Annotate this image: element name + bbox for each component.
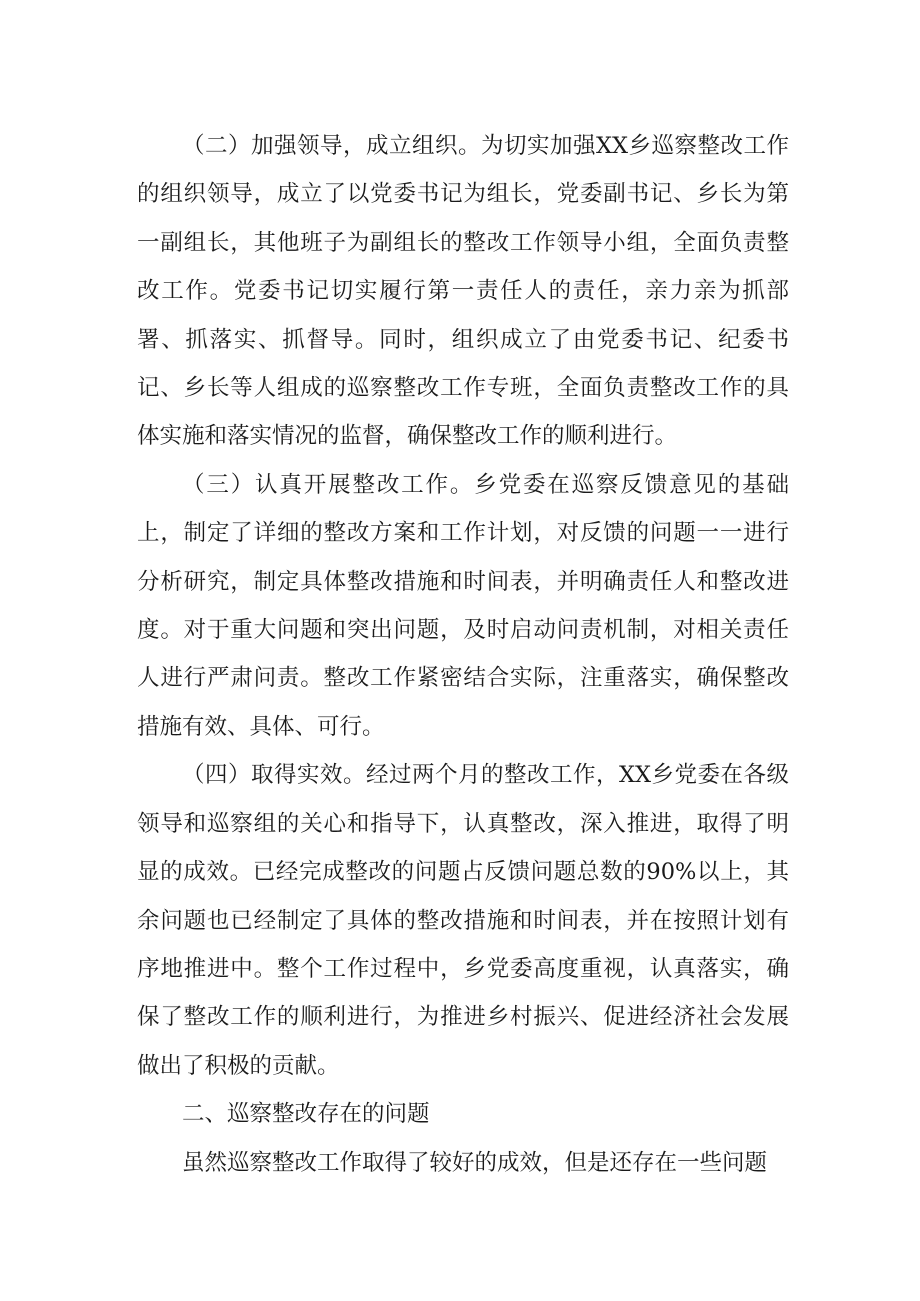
- section-heading: 二、巡察整改存在的问题: [182, 1101, 430, 1128]
- paragraph-rectification-work: （三）认真开展整改工作。乡党委在巡察反馈意见的基础上，制定了详细的整改方案和工作计划，对反馈的问题一一进行分析研究，制定具体整改措施和时间表，并明确责任人和整改进度。对于重大问题和突出问题，及时启动问责机制，对相关责任人进行严肃问责。整改工作紧密结合实际，注重落实，确保整改措施有效、具体、可行。: [137, 471, 789, 740]
- paragraph-problems-intro: 虽然巡察整改工作取得了较好的成效，但是还存在一些问题: [182, 1149, 768, 1176]
- paragraph-results: （四）取得实效。经过两个月的整改工作，XX乡党委在各级领导和巡察组的关心和指导下，认真整改，深入推进，取得了明显的成效。已经完成整改的问题占反馈问题总数的90%以上，其余问题也已经制定了具体的整改措施和时间表，并在按照计划有序地推进中。整个工作过程中，乡党委高度重视，认真落实，确保了整改工作的顺利进行，为推进乡村振兴、促进经济社会发展做出了积极的贡献。: [137, 762, 789, 1079]
- document-body: [137, 122, 789, 1187]
- paragraph-leadership: （二）加强领导，成立组织。为切实加强XX乡巡察整改工作的组织领导，成立了以党委书记为组长，党委副书记、乡长为第一副组长，其他班子为副组长的整改工作领导小组，全面负责整改工作。党委书记切实履行第一责任人的责任，亲力亲为抓部署、抓落实、抓督导。同时，组织成立了由党委书记、纪委书记、乡长等人组成的巡察整改工作专班，全面负责整改工作的具体实施和落实情况的监督，确保整改工作的顺利进行。: [137, 133, 789, 450]
